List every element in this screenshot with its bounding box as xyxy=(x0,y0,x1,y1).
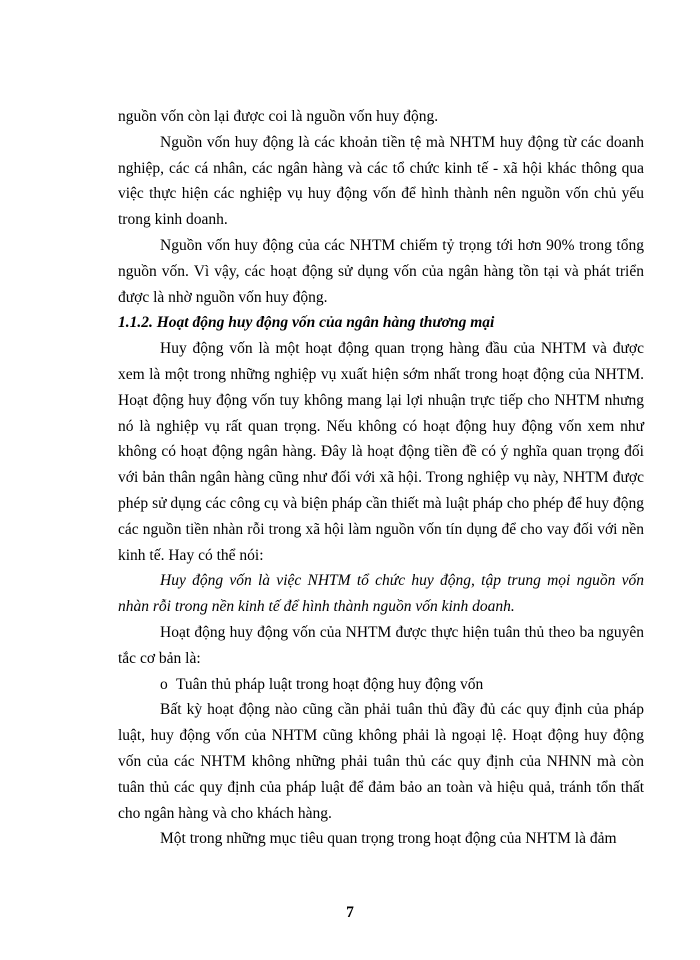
paragraph-continuation: nguồn vốn còn lại được coi là nguồn vốn huy động. xyxy=(118,108,439,125)
paragraph-definition: Nguồn vốn huy động là các khoản tiền tệ mà NHTM huy động từ các doanh nghiệp, các cá nhân, các ngân hàng và các tổ chức kinh tế - xã hội khác thông qua việc thực hiện các nghiệp vụ huy động vốn để hình thành nên nguồn vốn chủ yếu trong kinh doanh. xyxy=(118,133,644,229)
paragraph-principles: Hoạt động huy động vốn của NHTM được thực hiện tuân thủ theo ba nguyên tắc cơ bản là: xyxy=(118,623,644,667)
section-heading: 1.1.2. Hoạt động huy động vốn của ngân hàng thương mại xyxy=(118,314,495,332)
definition-quote: Huy động vốn là việc NHTM tổ chức huy động, tập trung mọi nguồn vốn nhàn rỗi trong nền kinh tế để hình thành nguồn vốn kinh doanh. xyxy=(118,572,644,616)
paragraph-proportion: Nguồn vốn huy động của các NHTM chiếm tỷ trọng tới hơn 90% trong tổng nguồn vốn. Vì vậy, các hoạt động sử dụng vốn của ngân hàng tồn tại và phát triển được là nhờ nguồn vốn huy động. xyxy=(118,236,644,306)
page-content xyxy=(118,104,644,852)
paragraph-mobilization: Huy động vốn là một hoạt động quan trọng hàng đầu của NHTM và được xem là một trong những nghiệp vụ xuất hiện sớm nhất trong hoạt động của NHTM. Hoạt động huy động vốn tuy không mang lại lợi nhuận trực tiếp cho NHTM nhưng nó là nghiệp vụ rất quan trọng. Nếu không có hoạt động huy động vốn xem như không có hoạt động ngân hàng. Đây là hoạt động tiền đề có ý nghĩa quan trọng đối với bản thân ngân hàng cũng như đối với xã hội. Trong nghiệp vụ này, NHTM được phép sử dụng các công cụ và biện pháp cần thiết mà luật pháp cho phép để huy động các nguồn tiền nhàn rỗi trong xã hội làm nguồn vốn tín dụng để cho vay đối với nền kinh tế. Hay có thể nói: xyxy=(118,340,644,564)
paragraph-objectives: Một trong những mục tiêu quan trọng trong hoạt động của NHTM là đảm xyxy=(160,830,617,848)
bullet-item xyxy=(118,672,644,698)
page-number: 7 xyxy=(346,904,354,921)
bullet-marker: o xyxy=(160,675,168,693)
bullet-text: Tuân thủ pháp luật trong hoạt động huy động vốn xyxy=(176,675,484,693)
paragraph-compliance: Bất kỳ hoạt động nào cũng cần phải tuân thủ đầy đủ các quy định của pháp luật, huy động vốn của NHTM cũng không phải là ngoại lệ. Hoạt động huy động vốn của các NHTM không những phải tuân thủ các quy định của NHNN mà còn tuân thủ các quy định của pháp luật để đảm bảo an toàn và hiệu quả, tránh tổn thất cho ngân hàng và cho khách hàng. xyxy=(118,701,644,822)
